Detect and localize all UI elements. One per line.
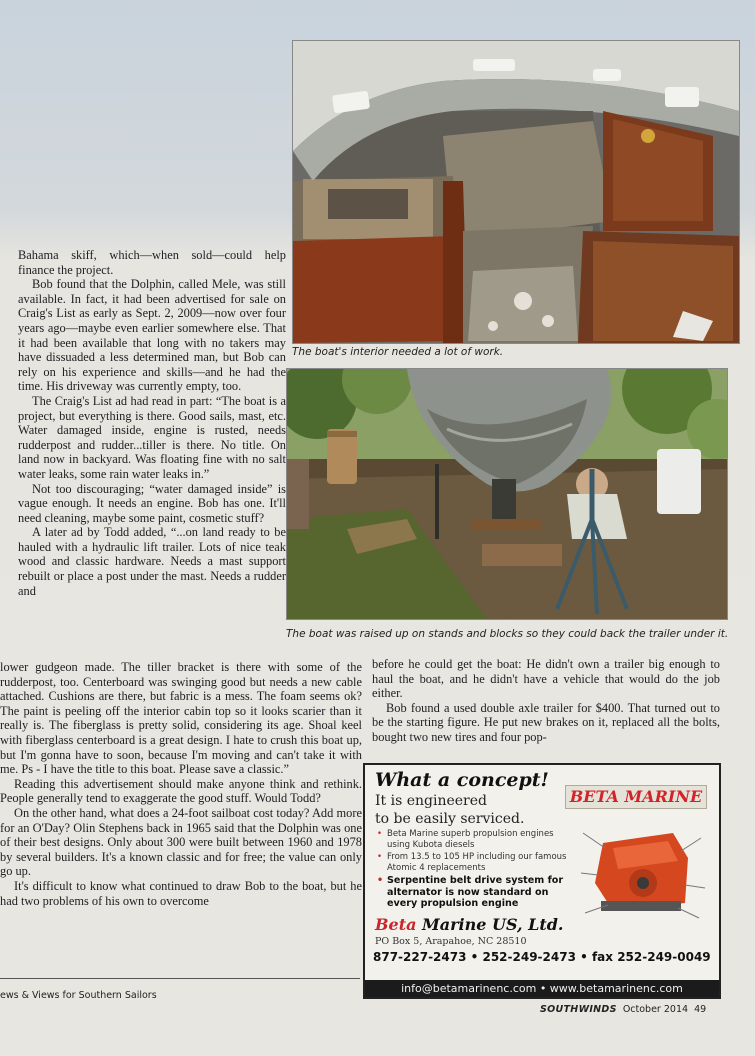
beta-marine-logo: BETA MARINE (565, 785, 707, 809)
paragraph: lower gudgeon made. The tiller bracket is there with some of the rudderpost, too. Centerboard was swinging good but needs a new cable attached. Cushions are there, but fabric is a mess. The foam seems ok? The paint is peeling off the interior cabin top so it looks scarier than it really is. The fiberglass is pretty solid, considering its age. Shoal keel with fiberglass centerboard is a great design. I hate to crush this boat up, but I'm gonna have to soon, because I'm moving and can't take it with me. Ps - I have the title to this boat. Please save a classic.” (0, 660, 362, 777)
paragraph: Bob found a used double axle trailer for $400. That turned out to be the starting figure. He put new brakes on it, replaced all the bolts, bought two new tires and four pop- (372, 700, 720, 744)
ad-headline: What a concept! (375, 769, 549, 791)
article-column-right (372, 657, 720, 745)
ad-bullet: • From 13.5 to 105 HP including our famous Atomic 4 replacements (377, 852, 567, 873)
ad-bullet: • Beta Marine superb propulsion engines using Kubota diesels (377, 829, 567, 850)
paragraph: A later ad by Todd added, “...on land ready to be hauled with a hydraulic lift trailer. Lots of nice teak wood and classic hardware. Needs a mast support rebuilt or place a post under the mast. Needs a rudder and (18, 525, 286, 598)
article-column-left-lower (0, 660, 362, 908)
paragraph: Bahama skiff, which—when sold—could help finance the project. (18, 248, 286, 277)
paragraph: It's difficult to know what continued to draw Bob to the boat, but he had two problems of his own to overcome (0, 878, 362, 908)
page-number: 49 (694, 1004, 707, 1015)
ad-sub-line-1: It is engineered (375, 793, 487, 809)
ad-sub-line-2: to be easily serviced. (375, 811, 525, 827)
photo-boat-on-stands (286, 368, 728, 620)
article-column-left-upper (18, 248, 286, 598)
paragraph: On the other hand, what does a 24-foot sailboat cost today? Add more for an O'Day? Olin Stephens back in 1965 said that the Dolphin was one of their best designs. Only about 300 were built between 1960 and 1978 by several builders. It's a known classic and for free; the value can only go up. (0, 805, 362, 879)
ad-address: PO Box 5, Arapahoe, NC 28510 (375, 936, 527, 947)
paragraph: before he could get the boat: He didn't own a trailer big enough to haul the boat, and he didn't have a vehicle that would do the job either. (372, 657, 720, 701)
footer-tagline: ews & Views for Southern Sailors (0, 990, 157, 1001)
ad-bullet: • Serpentine belt drive system for alternator is now standard on every propulsion engine (377, 875, 567, 910)
ad-company-rest: Marine US, Ltd. (416, 915, 564, 934)
footer-folio (540, 1004, 706, 1015)
ad-phone-numbers: 877-227-2473 • 252-249-2473 • fax 252-249-0049 (373, 950, 711, 964)
paragraph: Not too discouraging; “water damaged inside” is vague enough. It needs an engine. Bob has one. It'll need cleaning, maybe some paint, cosmetic stuff? (18, 481, 286, 525)
ad-company-name (375, 915, 563, 934)
ad-subheadline (375, 792, 524, 828)
ad-web-contact: info@betamarinenc.com • www.betamarinenc.com (365, 980, 719, 997)
beta-marine-advertisement (363, 763, 721, 999)
ad-bullet-list (377, 829, 567, 912)
paragraph: The Craig's List ad had read in part: “The boat is a project, but everything is there. Good sails, mast, etc. Water damaged inside, engine is rusted, needs rudderpost and rudder...tiller is there. No title. On land now in backyard. Was floating fine with no salt water leaks, some rain water leaks in.” (18, 393, 286, 481)
paragraph: Bob found that the Dolphin, called Mele, was still available. In fact, it had been advertised for sale on Craig's List as early as Sept. 2, 2009—now over four years ago—maybe even earlier somewhere else. That it had been available that long with no takers may have dissuaded a less determined man, but Bob can rely on his experience and skills—and he had the time. His driveway was currently empty, too. (18, 277, 286, 394)
magazine-name: SOUTHWINDS (540, 1004, 617, 1015)
photo-boat-interior (292, 40, 740, 344)
ad-company-beta: Beta (375, 915, 417, 934)
photo1-caption: The boat's interior needed a lot of work. (292, 346, 504, 358)
footer-rule (0, 978, 360, 979)
issue-date: October 2014 (622, 1004, 689, 1015)
photo2-caption: The boat was raised up on stands and blocks so they could back the trailer under it. (286, 628, 729, 640)
paragraph: Reading this advertisement should make anyone think and rethink. People generally tend to exaggerate the good stuff. Would Todd? (0, 776, 362, 806)
engine-image (573, 813, 711, 931)
